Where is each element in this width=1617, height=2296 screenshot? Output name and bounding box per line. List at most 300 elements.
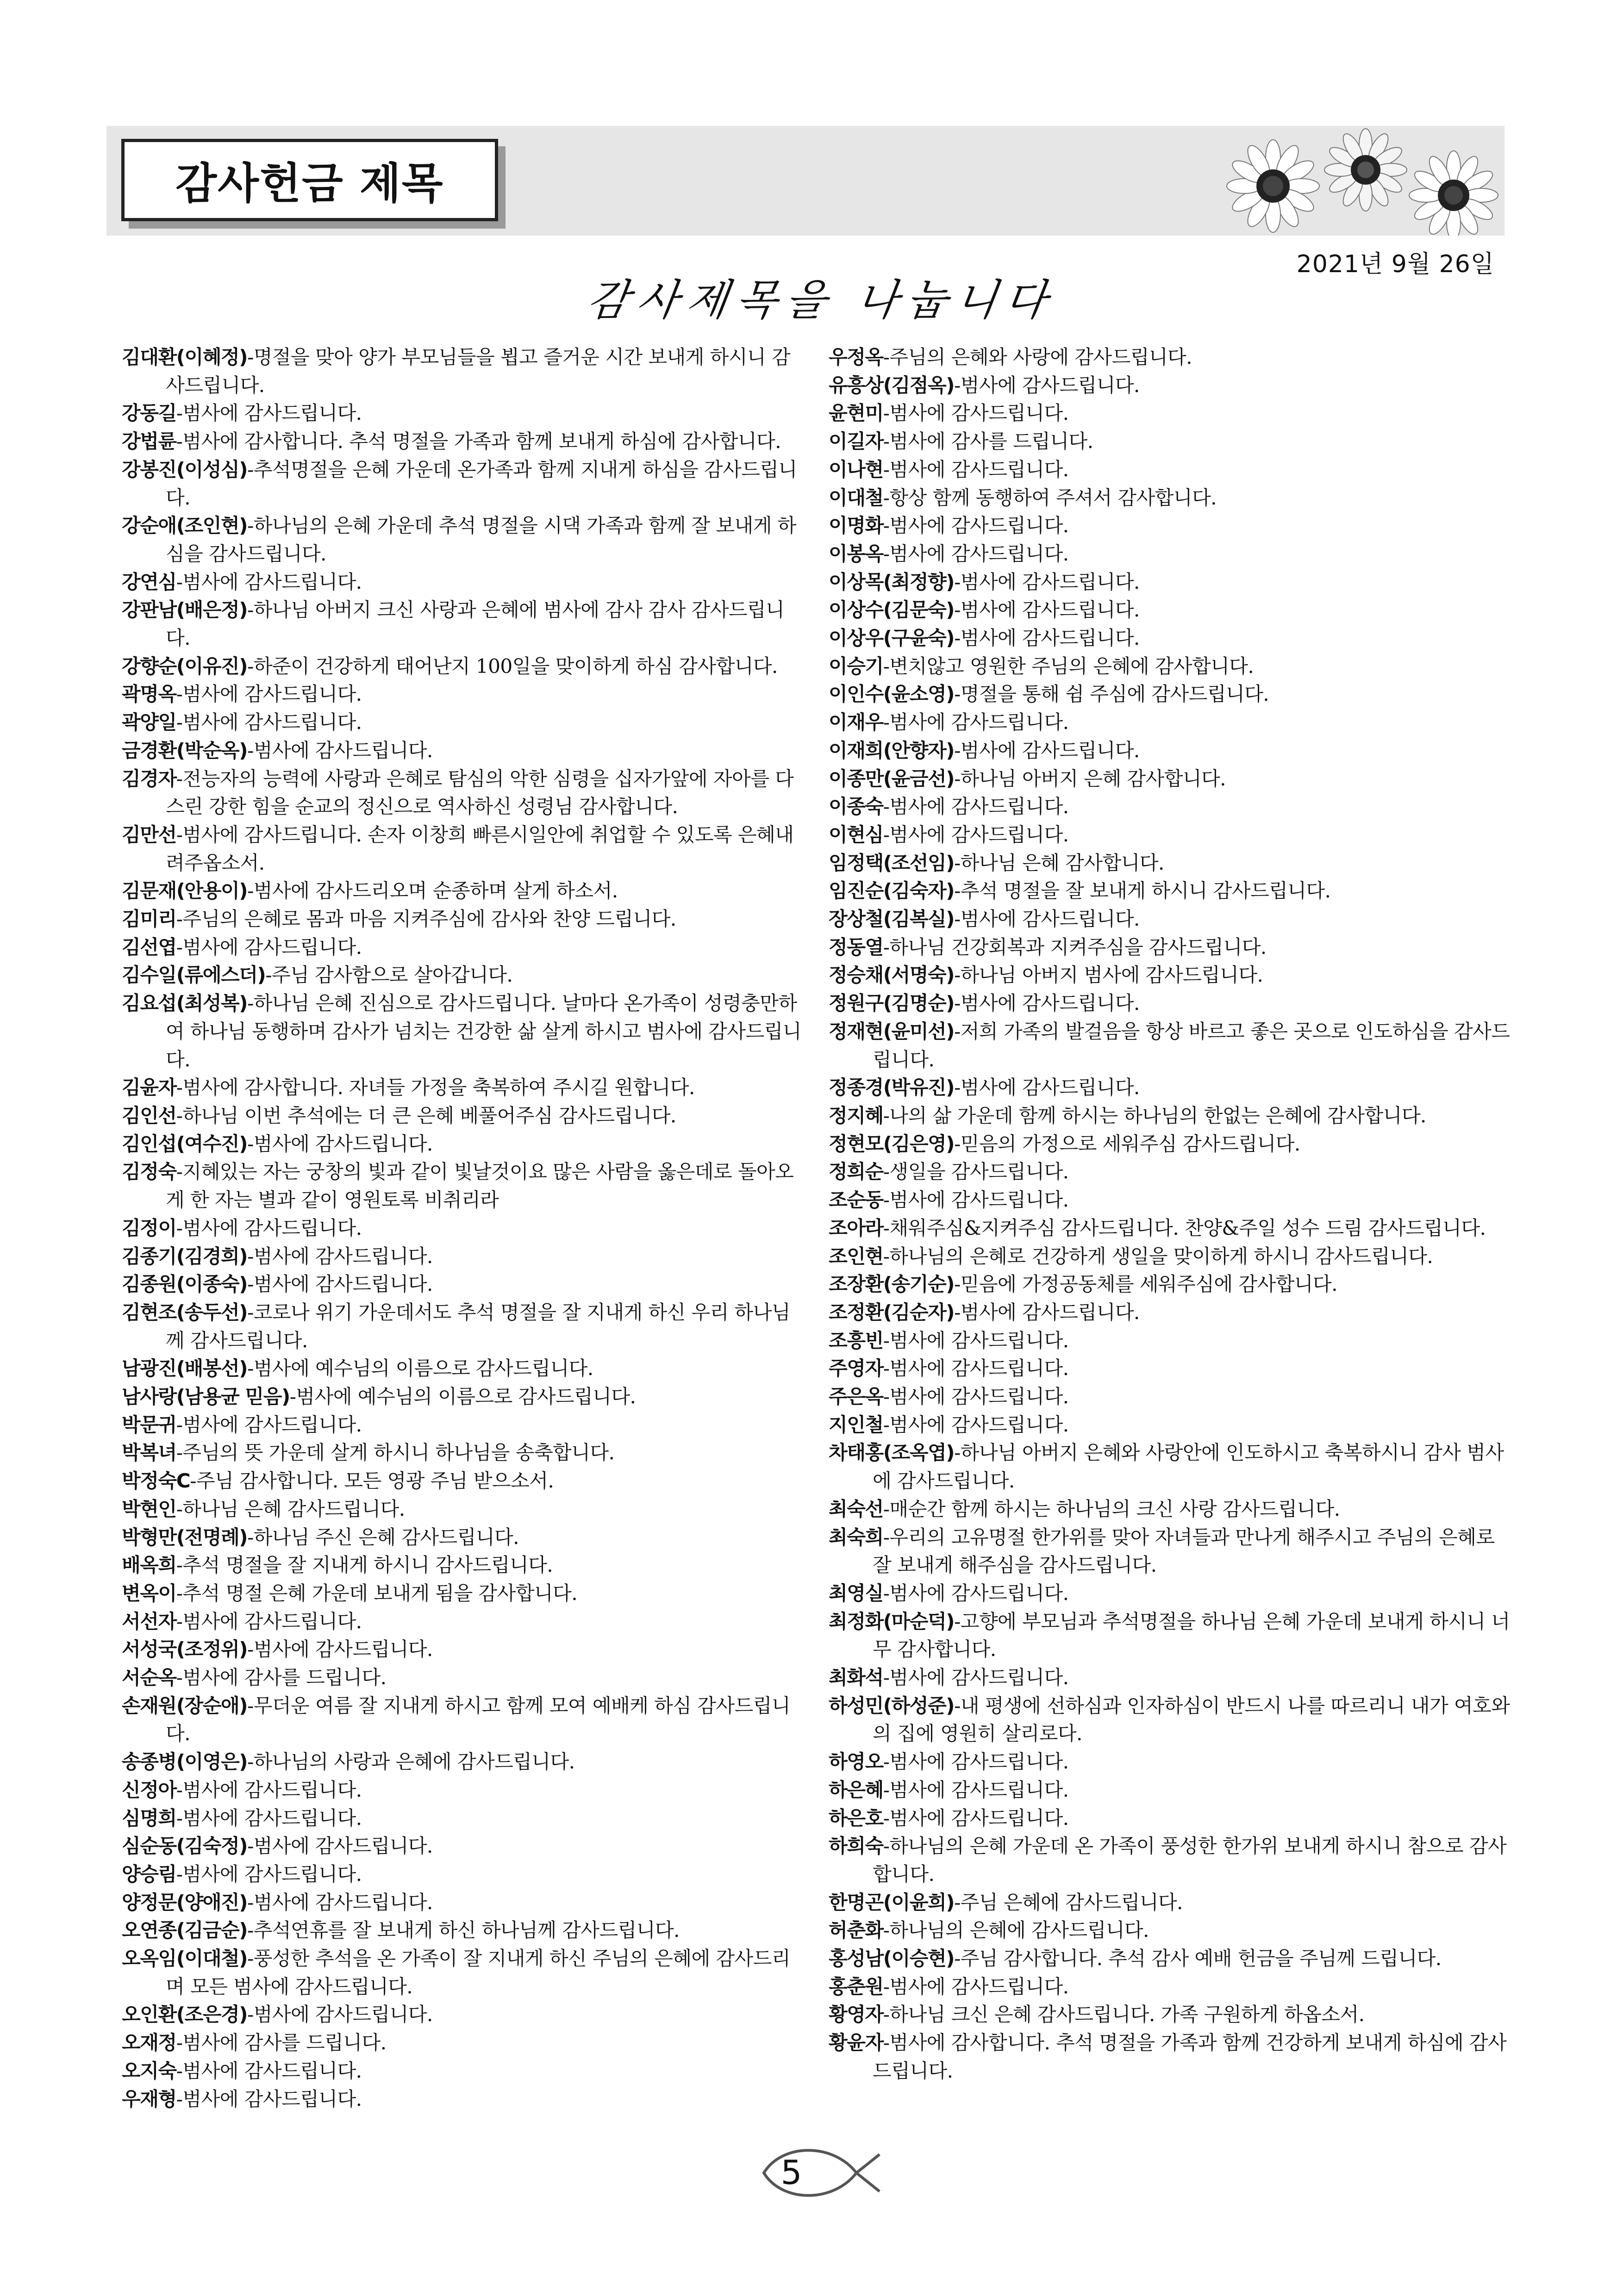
thanks-entry	[122, 709, 802, 737]
thanks-entry	[829, 568, 1514, 597]
entry-name: 김대환(이혜정)	[122, 346, 248, 368]
thanks-entry	[829, 653, 1514, 681]
entry-name: 이승기	[829, 654, 883, 678]
thanks-entry	[829, 596, 1514, 624]
entry-text: -하나님 아버지 크신 사랑과 은혜에 범사에 감사 감사 감사드립니다.	[166, 598, 785, 650]
thanks-entry	[829, 1832, 1514, 1888]
entry-name: 이길자	[829, 430, 883, 453]
thanks-entry	[122, 512, 802, 568]
thanks-entry	[122, 2085, 802, 2114]
thanks-entry	[122, 1945, 802, 2001]
entry-name: 배옥희	[122, 1554, 176, 1577]
entry-name: 김현조(송두선)	[122, 1300, 248, 1324]
entry-name: 이상목(최정향)	[829, 570, 955, 593]
thanks-entry	[829, 1214, 1514, 1243]
entry-name: 이명화	[829, 514, 883, 537]
entry-name: 차태홍(조옥엽)	[829, 1441, 955, 1464]
entry-text: -범사에 감사드립니다.	[176, 1216, 362, 1239]
thanks-entry	[122, 1860, 802, 1889]
entry-text: -변치않고 영원한 주님의 은혜에 감사합니다.	[883, 654, 1254, 678]
entry-name: 김정이	[122, 1216, 176, 1239]
thanks-entry	[829, 372, 1514, 400]
thanks-entry	[122, 568, 802, 597]
entry-name: 정승채(서명숙)	[829, 964, 955, 987]
entry-name: 서성국(조정위)	[122, 1638, 248, 1661]
entry-text: -하나님의 사랑과 은혜에 감사드립니다.	[247, 1750, 575, 1773]
entry-name: 이상수(김문숙)	[829, 598, 955, 622]
thanks-entry	[829, 1355, 1514, 1383]
entry-name: 윤현미	[829, 402, 883, 425]
entry-name: 이대철	[829, 486, 883, 509]
entry-name: 박정숙C	[122, 1469, 190, 1493]
entry-text: -하나님의 은혜로 건강하게 생일을 맞이하게 하시니 감사드립니다.	[883, 1244, 1433, 1268]
thanks-entry	[122, 399, 802, 428]
entry-name: 남광진(배봉선)	[122, 1357, 248, 1380]
entry-text: -추석 명절을 잘 보내게 하시니 감사드립니다.	[954, 879, 1331, 902]
entry-name: 정재현(윤미선)	[829, 1020, 955, 1043]
thanks-entry	[829, 1102, 1514, 1130]
thanks-entry	[829, 1524, 1514, 1580]
date-label: 2021년 9월 26일	[1296, 250, 1494, 278]
entry-text: -범사에 감사드립니다. 손자 이창희 빠른시일안에 취업할 수 있도록 은혜내려주옵소서.	[166, 823, 794, 874]
entry-text: -범사에 예수님의 이름으로 감사드립니다.	[247, 1357, 593, 1380]
thanks-entry	[829, 1692, 1514, 1748]
thanks-entry	[829, 1973, 1514, 2001]
entry-text: -매순간 함께 하시는 하나님의 크신 사랑 감사드립니다.	[883, 1497, 1340, 1520]
entry-name: 강동길	[122, 402, 176, 425]
entry-name: 김종원(이종숙)	[122, 1273, 248, 1296]
entry-text: -코로나 위기 가운데서도 추석 명절을 잘 지내게 하신 우리 하나님께 감사드립니다.	[166, 1300, 791, 1352]
entry-name: 양승림	[122, 1862, 176, 1885]
entry-name: 이현심	[829, 823, 883, 846]
entry-name: 김만선	[122, 823, 176, 846]
entry-name: 오재정	[122, 2031, 176, 2054]
entry-text: -범사에 감사드립니다.	[176, 570, 362, 593]
entry-name: 이종숙	[829, 795, 883, 818]
thanks-entry	[122, 680, 802, 709]
entry-text: -주님 은혜에 감사드립니다.	[954, 1891, 1183, 1914]
entry-text: -범사에 감사드립니다.	[883, 1778, 1069, 1801]
entry-name: 정원구(김명순)	[829, 992, 955, 1015]
entry-text: -범사에 감사드립니다.	[883, 1750, 1069, 1773]
thanks-entry	[122, 1889, 802, 1917]
entry-name: 김윤자	[122, 1076, 176, 1099]
thanks-entry	[829, 1776, 1514, 1804]
entry-text: -주님 감사합니다. 추석 감사 예배 헌금을 주님께 드립니다.	[954, 1947, 1442, 1970]
entry-name: 김정숙	[122, 1160, 176, 1183]
entry-name: 지인철	[829, 1413, 883, 1436]
thanks-entry	[122, 653, 802, 681]
thanks-entry	[829, 1889, 1514, 1917]
thanks-entry	[122, 1692, 802, 1748]
entry-text: -범사에 감사드립니다.	[247, 739, 433, 762]
entry-name: 하희숙	[829, 1835, 883, 1858]
entry-text: -지혜있는 자는 궁창의 빛과 같이 빛날것이요 많은 사람을 옳은데로 돌아오게 한 자는 별과 같이 영원토록 비취리라	[166, 1160, 794, 1212]
right-column	[829, 343, 1514, 2085]
entry-name: 조순동	[829, 1188, 883, 1212]
entry-text: -하나님 건강회복과 지켜주심을 감사드립니다.	[883, 935, 1267, 958]
thanks-entry	[829, 1018, 1514, 1074]
thanks-entry	[829, 1186, 1514, 1214]
thanks-entry	[829, 1945, 1514, 1973]
entry-text: -무더운 여름 잘 지내게 하시고 함께 모여 예배케 하심 감사드립니다.	[166, 1694, 791, 1745]
thanks-entry	[829, 821, 1514, 849]
thanks-entry	[122, 1467, 802, 1495]
thanks-entry	[829, 1158, 1514, 1186]
entry-text: -범사에 감사드립니다.	[176, 683, 362, 706]
entry-text: -범사에 감사합니다. 추석 명절을 가족과 함께 건강하게 보내게 하심에 감사드립니다.	[873, 2031, 1507, 2082]
thanks-entry	[122, 961, 802, 989]
entry-text: -내 평생에 선하심과 인자하심이 반드시 나를 따르리니 내가 여호와의 집에 영원히 살리로다.	[873, 1694, 1510, 1745]
entry-text: -범사에 감사드립니다.	[883, 711, 1069, 734]
entry-name: 우정옥	[829, 346, 883, 368]
entry-name: 김경자	[122, 767, 176, 790]
entry-text: -하나님의 은혜에 감사드립니다.	[883, 1919, 1149, 1942]
thanks-entry	[829, 1916, 1514, 1945]
entry-name: 박복녀	[122, 1441, 176, 1464]
entry-name: 이인수(윤소영)	[829, 683, 955, 706]
entry-text: -전능자의 능력에 사랑과 은혜로 탐심의 악한 심령을 십자가앞에 자아를 다스린 강한 힘을 순교의 정신으로 역사하신 성령님 감사합니다.	[166, 767, 794, 818]
thanks-entry	[122, 933, 802, 962]
entry-name: 유흥상(김점옥)	[829, 373, 955, 397]
entry-text: -범사에 감사드립니다.	[954, 627, 1140, 650]
entry-text: -범사에 감사드립니다.	[883, 1413, 1069, 1436]
entry-text: -하나님의 은혜 가운데 추석 명절을 시댁 가족과 함께 잘 보내게 하심을 감사드립니다.	[166, 514, 796, 565]
entry-text: -항상 함께 동행하여 주셔서 감사합니다.	[883, 486, 1217, 509]
entry-text: -주님 감사합니다. 모든 영광 주님 받으소서.	[190, 1469, 554, 1493]
entry-text: -하나님 아버지 은혜 감사합니다.	[954, 767, 1226, 790]
thanks-entry	[122, 1383, 802, 1411]
thanks-entry	[122, 1102, 802, 1130]
entry-text: -범사에 감사드립니다.	[883, 795, 1069, 818]
entry-text: -하나님 아버지 범사에 감사드립니다.	[954, 964, 1263, 987]
thanks-entry	[122, 1299, 802, 1355]
entry-text: -범사에 감사드립니다.	[883, 1329, 1069, 1352]
thanks-entry	[829, 399, 1514, 428]
entry-text: -주님의 은혜로 몸과 마음 지켜주심에 감사와 찬양 드립니다.	[176, 908, 676, 931]
thanks-entry	[829, 456, 1514, 484]
entry-text: -채워주심&지켜주심 감사드립니다. 찬양&주일 성수 드림 감사드립니다.	[883, 1216, 1486, 1239]
entry-name: 양정문(양애진)	[122, 1891, 248, 1914]
thanks-entry	[829, 1411, 1514, 1439]
entry-name: 강순애(조인현)	[122, 514, 248, 537]
thanks-entry	[122, 1551, 802, 1580]
thanks-entry	[829, 1495, 1514, 1524]
entry-name: 정희순	[829, 1160, 883, 1183]
thanks-entry	[829, 709, 1514, 737]
thanks-entry	[122, 737, 802, 765]
entry-text: -범사에 감사를 드립니다.	[176, 1666, 387, 1689]
thanks-entry	[122, 1776, 802, 1804]
thanks-entry	[122, 1664, 802, 1692]
entry-text: -생일을 감사드립니다.	[883, 1160, 1069, 1183]
entry-name: 강봉진(이성심)	[122, 458, 248, 481]
thanks-entry	[122, 1074, 802, 1102]
entry-name: 오인환(조은경)	[122, 2003, 248, 2026]
thanks-entry	[122, 1524, 802, 1552]
entry-name: 조정환(김순자)	[829, 1300, 955, 1324]
page-title: 감사헌금 제목	[121, 139, 498, 221]
entry-text: -범사에 감사드립니다.	[176, 1862, 362, 1885]
entry-name: 곽명옥	[122, 683, 176, 706]
thanks-entry	[122, 1748, 802, 1776]
entry-name: 임진순(김숙자)	[829, 879, 955, 902]
thanks-entry	[122, 2001, 802, 2029]
entry-text: -범사에 감사드립니다.	[176, 1806, 362, 1829]
entry-text: -범사에 감사드립니다.	[247, 1638, 433, 1661]
entry-text: -범사에 감사합니다. 자녀들 가정을 축복하여 주시길 원합니다.	[176, 1076, 695, 1099]
thanks-entry	[122, 1411, 802, 1439]
section-subtitle: 감사제목을 나눕니다	[584, 275, 1059, 325]
sunflower-decoration	[1213, 126, 1505, 236]
entry-text: -범사에 감사드립니다.	[176, 1778, 362, 1801]
entry-text: -추석연휴를 잘 보내게 하신 하나님께 감사드립니다.	[247, 1919, 680, 1942]
thanks-entry	[829, 1299, 1514, 1327]
entry-text: -범사에 감사드립니다.	[954, 1300, 1140, 1324]
thanks-entry	[122, 1608, 802, 1636]
thanks-entry	[122, 1270, 802, 1299]
entry-text: -범사에 감사드립니다.	[247, 1835, 433, 1858]
entry-name: 최숙희	[829, 1525, 883, 1549]
thanks-entry	[829, 737, 1514, 765]
entry-name: 하은혜	[829, 1778, 883, 1801]
entry-name: 한명곤(이윤희)	[829, 1891, 955, 1914]
thanks-entry	[829, 905, 1514, 933]
entry-name: 이상우(구윤숙)	[829, 627, 955, 650]
thanks-entry	[829, 961, 1514, 989]
entry-name: 정동열	[829, 935, 883, 958]
thanks-entry	[829, 680, 1514, 709]
thanks-entry	[829, 2029, 1514, 2085]
thanks-entry	[122, 1580, 802, 1608]
thanks-entry	[829, 1243, 1514, 1271]
entry-text: -믿음에 가정공동체를 세워주심에 감사합니다.	[954, 1273, 1337, 1296]
entry-name: 변옥이	[122, 1581, 176, 1605]
page-number: 5	[780, 2153, 802, 2192]
entry-text: -범사에 감사드립니다.	[954, 570, 1140, 593]
thanks-entry	[122, 1636, 802, 1664]
entry-name: 강향순(이유진)	[122, 654, 248, 678]
entry-name: 김인선	[122, 1104, 176, 1127]
entry-text: -주님 감사함으로 살아갑니다.	[265, 964, 513, 987]
entry-text: -범사에 감사드립니다.	[954, 1076, 1140, 1099]
entry-name: 김인섭(여수진)	[122, 1132, 248, 1155]
thanks-entry	[122, 765, 802, 821]
entry-text: -범사에 감사드립니다.	[883, 402, 1069, 425]
entry-text: -명절을 통해 쉼 주심에 감사드립니다.	[954, 683, 1269, 706]
entry-text: -명절을 맞아 양가 부모님들을 뵙고 즐거운 시간 보내게 하시니 감사드립니다.	[166, 346, 791, 397]
entry-text: -범사에 감사드립니다.	[883, 542, 1069, 565]
entry-name: 서선자	[122, 1610, 176, 1633]
entry-name: 조장환(송기순)	[829, 1273, 955, 1296]
entry-text: -범사에 감사합니다. 추석 명절을 가족과 함께 보내게 하심에 감사합니다.	[176, 430, 781, 453]
entry-text: -범사에 감사드립니다.	[954, 992, 1140, 1015]
thanks-entry	[829, 1580, 1514, 1608]
entry-name: 곽양일	[122, 711, 176, 734]
entry-text: -하나님 은혜 감사합니다.	[954, 851, 1164, 874]
thanks-entry	[829, 989, 1514, 1018]
entry-text: -범사에 감사드립니다.	[883, 1806, 1069, 1829]
entry-text: -범사에 감사드립니다.	[176, 2087, 362, 2110]
entry-name: 이나현	[829, 458, 883, 481]
entry-text: -범사에 감사드립니다.	[883, 1975, 1069, 1998]
thanks-entry	[829, 765, 1514, 793]
entry-name: 하성민(하성준)	[829, 1694, 955, 1717]
entry-text: -범사에 감사드립니다.	[883, 1581, 1069, 1605]
entry-text: -범사에 감사드립니다.	[247, 1273, 433, 1296]
thanks-entry	[122, 1158, 802, 1214]
thanks-entry	[122, 343, 802, 399]
entry-text: -주님의 뜻 가운데 살게 하시니 하나님을 송축합니다.	[176, 1441, 615, 1464]
entry-name: 박현인	[122, 1497, 176, 1520]
thanks-entry	[829, 343, 1514, 372]
entry-name: 황영자	[829, 2003, 883, 2026]
thanks-entry	[122, 1243, 802, 1271]
entry-text: -우리의 고유명절 한가위를 맞아 자녀들과 만나게 해주시고 주님의 은혜로 잘 보내게 해주심을 감사드립니다.	[873, 1525, 1495, 1577]
thanks-entry	[829, 1439, 1514, 1495]
thanks-entry	[122, 877, 802, 905]
entry-name: 강법륜	[122, 430, 176, 453]
thanks-entry	[829, 793, 1514, 821]
entry-text: -하나님의 은혜 가운데 온 가족이 풍성한 한가위 보내게 하시니 참으로 감사합니다.	[873, 1835, 1507, 1885]
entry-name: 이재우	[829, 711, 883, 734]
entry-name: 남사랑(남용균 믿음)	[122, 1385, 290, 1408]
entry-text: -범사에 감사를 드립니다.	[176, 2031, 387, 2054]
entry-name: 조아라	[829, 1216, 883, 1239]
entry-text: -나의 삶 가운데 함께 하시는 하나님의 한없는 은혜에 감사합니다.	[883, 1104, 1426, 1127]
entry-text: -범사에 감사드립니다.	[883, 1666, 1069, 1689]
entry-name: 허춘화	[829, 1919, 883, 1942]
thanks-entry	[122, 1916, 802, 1945]
entry-name: 주영자	[829, 1357, 883, 1380]
entry-name: 김수일(류에스더)	[122, 964, 266, 987]
thanks-entry	[829, 540, 1514, 568]
entry-name: 최숙선	[829, 1497, 883, 1520]
entry-text: -범사에 감사드립니다.	[247, 1244, 433, 1268]
thanks-entry	[122, 1214, 802, 1243]
thanks-entry	[829, 849, 1514, 877]
entry-name: 최정화(마순덕)	[829, 1610, 955, 1633]
thanks-entry	[829, 428, 1514, 456]
entry-text: -범사에 감사드립니다.	[883, 1188, 1069, 1212]
thanks-entry	[829, 1074, 1514, 1102]
entry-name: 심순동(김숙정)	[122, 1835, 248, 1858]
entry-name: 김요섭(최성복)	[122, 992, 248, 1015]
entry-name: 김선엽	[122, 935, 176, 958]
thanks-entry	[122, 989, 802, 1074]
entry-text: -범사에 감사드립니다.	[883, 458, 1069, 481]
thanks-entry	[829, 1270, 1514, 1299]
entry-text: -범사에 예수님의 이름으로 감사드립니다.	[289, 1385, 636, 1408]
thanks-entry	[829, 1608, 1514, 1664]
entry-text: -범사에 감사드립니다.	[247, 1132, 433, 1155]
thanks-entry	[122, 1832, 802, 1860]
entry-text: -범사에 감사드립니다.	[883, 1357, 1069, 1380]
thanks-entry	[829, 1748, 1514, 1776]
entry-text: -범사에 감사드립니다.	[954, 908, 1140, 931]
entry-text: -범사에 감사드립니다.	[247, 1891, 433, 1914]
thanks-entry	[829, 1804, 1514, 1833]
entry-name: 홍성남(이승현)	[829, 1947, 955, 1970]
thanks-entry	[829, 1130, 1514, 1158]
entry-text: -저희 가족의 발걸음을 항상 바르고 좋은 곳으로 인도하심을 감사드립니다.	[873, 1020, 1510, 1071]
entry-name: 정지혜	[829, 1104, 883, 1127]
entry-name: 오지숙	[122, 2059, 176, 2082]
entry-name: 금경환(박순옥)	[122, 739, 248, 762]
entry-name: 김미리	[122, 908, 176, 931]
entry-text: -범사에 감사드립니다.	[883, 1385, 1069, 1408]
entry-name: 오옥임(이대철)	[122, 1947, 248, 1970]
thanks-entry	[122, 1355, 802, 1383]
thanks-entry	[829, 484, 1514, 512]
entry-name: 오연종(김금순)	[122, 1919, 248, 1942]
entry-name: 신정아	[122, 1778, 176, 1801]
entry-text: -범사에 감사드립니다.	[176, 2059, 362, 2082]
entry-text: -범사에 감사드립니다.	[176, 711, 362, 734]
thanks-entry	[122, 456, 802, 512]
entry-text: -범사에 감사드립니다.	[176, 935, 362, 958]
thanks-entry	[829, 1664, 1514, 1692]
entry-name: 임정택(조선임)	[829, 851, 955, 874]
thanks-entry	[829, 512, 1514, 540]
entry-name: 박문귀	[122, 1413, 176, 1436]
entry-name: 이봉옥	[829, 542, 883, 565]
entry-text: -범사에 감사드립니다.	[883, 514, 1069, 537]
entry-name: 주은옥	[829, 1385, 883, 1408]
entry-name: 김문재(안용이)	[122, 879, 248, 902]
thanks-entry	[122, 1439, 802, 1467]
entry-text: -추석명절을 은혜 가운데 온가족과 함께 지내게 하심을 감사드립니다.	[166, 458, 797, 509]
entry-name: 이종만(윤금선)	[829, 767, 955, 790]
entry-text: -고향에 부모님과 추석명절을 하나님 은혜 가운데 보내게 하시니 너무 감사합니다.	[873, 1610, 1510, 1661]
entry-name: 강판남(배은정)	[122, 598, 248, 622]
entry-text: -하나님 아버지 은혜와 사랑안에 인도하시고 축복하시니 감사 범사에 감사드립니다.	[873, 1441, 1504, 1493]
thanks-entry	[122, 428, 802, 456]
thanks-entry	[829, 933, 1514, 962]
thanks-entry	[122, 2029, 802, 2057]
entry-text: -추석 명절을 잘 지내게 하시니 감사드립니다.	[176, 1554, 553, 1577]
entry-name: 하영오	[829, 1750, 883, 1773]
thanks-entry	[122, 1130, 802, 1158]
entry-text: -하나님 이번 추석에는 더 큰 은혜 베풀어주심 감사드립니다.	[176, 1104, 676, 1127]
entry-text: -범사에 감사드리오며 순종하며 살게 하소서.	[247, 879, 618, 902]
entry-name: 박형만(전명례)	[122, 1525, 248, 1549]
entry-text: -하나님 크신 은혜 감사드립니다. 가족 구원하게 하옵소서.	[883, 2003, 1365, 2026]
entry-name: 하은호	[829, 1806, 883, 1829]
entry-text: -범사에 감사드립니다.	[176, 1610, 362, 1633]
entry-text: -범사에 감사드립니다.	[176, 1413, 362, 1436]
entry-text: -범사에 감사드립니다.	[954, 739, 1140, 762]
thanks-entry	[829, 624, 1514, 653]
thanks-entry	[122, 1804, 802, 1833]
thanks-entry	[122, 1495, 802, 1524]
thanks-entry	[829, 2001, 1514, 2029]
entry-name: 최영실	[829, 1581, 883, 1605]
entry-name: 조흥빈	[829, 1329, 883, 1352]
entry-name: 이재희(안향자)	[829, 739, 955, 762]
thanks-entry	[122, 905, 802, 933]
entry-name: 정현모(김은영)	[829, 1132, 955, 1155]
entry-text: -하나님 은혜 감사드립니다.	[176, 1497, 405, 1520]
entry-name: 김종기(김경희)	[122, 1244, 248, 1268]
thanks-entry	[122, 821, 802, 877]
entry-name: 우재형	[122, 2087, 176, 2110]
entry-text: -범사에 감사드립니다.	[954, 598, 1140, 622]
entry-text: -범사에 감사드립니다.	[954, 373, 1140, 397]
thanks-entry	[829, 877, 1514, 905]
entry-name: 서순옥	[122, 1666, 176, 1689]
entry-name: 최화석	[829, 1666, 883, 1689]
